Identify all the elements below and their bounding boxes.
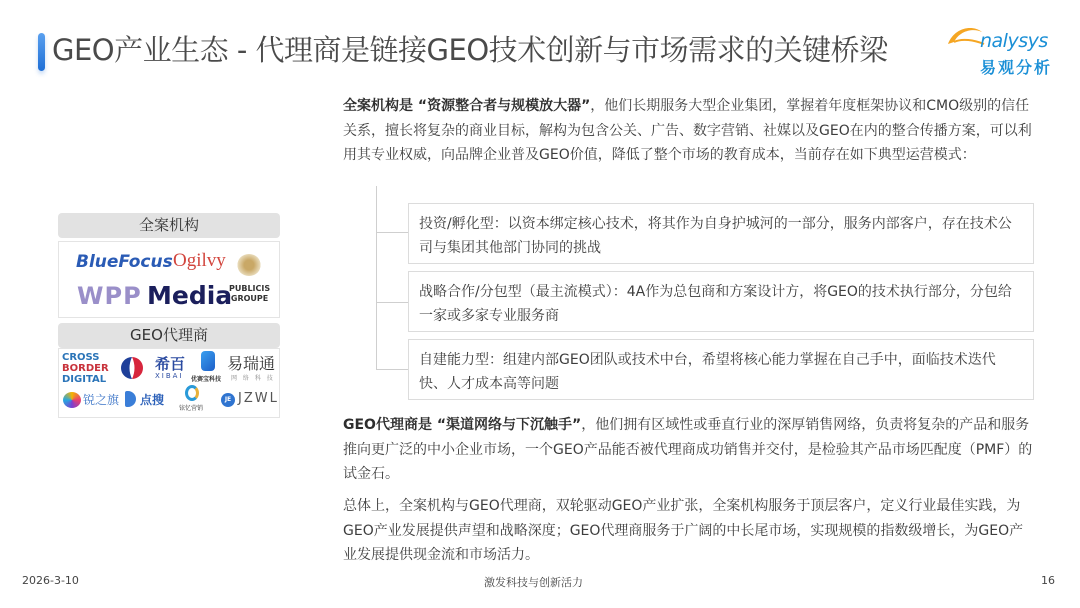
cbd-line1: CROSS	[62, 352, 100, 363]
category-header-full-service: 全案机构	[58, 213, 280, 238]
mode-text-investment: 投资/孵化型：以资本绑定核心技术，将其作为自身护城河的一部分，服务内部客户，存在技术公司与集团其他部门协同的挑战	[419, 216, 1012, 256]
agent-text: ，他们拥有区域性或垂直行业的深厚销售网络，负责将复杂的产品和服务推向更广泛的中小企业市场，一个GEO产品能否被代理商成功销售并交付，是检验其产品市场匹配度（PMF）的试金石。	[343, 417, 1033, 482]
red-blue-circle-logo	[115, 355, 149, 381]
yousaibao-icon	[201, 351, 215, 371]
xibai-logo-cn: 希百	[155, 355, 186, 373]
yiruitong-logo: 易瑞通	[227, 354, 276, 373]
footer-slogan: 激发科技与创新活力	[484, 576, 583, 589]
bluefocus-logo: BlueFocus	[76, 252, 173, 272]
diansou-icon	[125, 391, 136, 407]
jzwl-badge-icon: JE	[221, 393, 235, 407]
media-logo: Media	[147, 281, 233, 310]
full-service-logo-box	[58, 241, 280, 318]
brand-name-en: nalysys	[980, 30, 1048, 52]
xibai-logo-en: XIBAI	[155, 372, 184, 380]
publicis-line2: GROUPE	[230, 294, 269, 303]
agent-paragraph	[343, 413, 1033, 487]
brand-name-cn: 易观分析	[980, 58, 1053, 77]
tree-connector-2	[376, 302, 408, 303]
ogilvy-logo: Ogilvy	[173, 250, 226, 271]
tree-connector-1	[376, 232, 408, 233]
publicis-lion-icon	[237, 254, 261, 276]
analysys-logo	[944, 22, 1074, 80]
intro-paragraph	[343, 94, 1033, 168]
mode-card-investment	[408, 203, 1034, 264]
cbd-line2: BORDER	[62, 363, 109, 374]
tree-connector-3	[376, 369, 408, 370]
footer-date: 2026-3-10	[22, 574, 79, 587]
yiruitong-sub: 网 络 科 技	[231, 375, 275, 382]
ruizhiqi-logo: 锐之旗	[83, 393, 120, 407]
cross-border-digital-logo	[62, 352, 109, 385]
jzwl-logo: JZWL	[238, 391, 279, 406]
mode-text-in-house: 自建能力型：组建内部GEO团队或技术中台，希望将核心能力掌握在自己手中，面临技术迭代快、人才成本高等问题	[419, 352, 996, 392]
yiyi-logo: 铱忆营销	[179, 405, 204, 412]
cbd-line3: DIGITAL	[62, 374, 107, 385]
ruizhiqi-icon	[63, 392, 81, 408]
title-accent-bar	[38, 33, 45, 71]
diansou-logo: 点搜	[140, 393, 165, 407]
mode-card-partnership	[408, 271, 1034, 332]
tree-connector-vertical	[376, 186, 377, 370]
yousaibao-logo: 优赛宝科技	[191, 376, 222, 383]
geo-agent-logo-box	[58, 348, 280, 418]
mode-card-in-house	[408, 339, 1034, 400]
page-title: GEO产业生态 - 代理商是链接GEO技术创新与市场需求的关键桥梁	[52, 33, 888, 67]
page-number: 16	[1041, 574, 1055, 587]
wpp-logo: WPP	[77, 282, 142, 310]
summary-paragraph: 总体上，全案机构与GEO代理商，双轮驱动GEO产业扩张，全案机构服务于顶层客户，定义行业最佳实践，为GEO产业发展提供声望和战略深度；GEO代理商服务于广阔的中长尾市场，实现规模的指数级增长，为GEO产业发展提供现金流和市场活力。	[343, 498, 1024, 563]
intro-bold-lead: 全案机构是 “资源整合者与规模放大器”	[343, 98, 591, 114]
publicis-logo	[229, 284, 270, 304]
mode-text-partnership: 战略合作/分包型（最主流模式）：4A作为总包商和方案设计方，将GEO的技术执行部分，分包给一家或多家专业服务商	[419, 284, 1012, 324]
yiyi-icon	[185, 385, 199, 401]
publicis-line1: PUBLICIS	[229, 284, 271, 293]
agent-bold-lead: GEO代理商是 “渠道网络与下沉触手”	[343, 417, 582, 433]
intro-text: ，他们长期服务大型企业集团，掌握着年度框架协议和CMO级别的信任关系，擅长将复杂的商业目标，解构为包含公关、广告、数字营销、社媒以及GEO在内的整合传播方案，可以利用其专业权威，向品牌企业普及GEO价值，降低了整个市场的教育成本，当前存在如下典型运营模式：	[343, 98, 1032, 163]
category-header-geo-agent: GEO代理商	[58, 323, 280, 348]
